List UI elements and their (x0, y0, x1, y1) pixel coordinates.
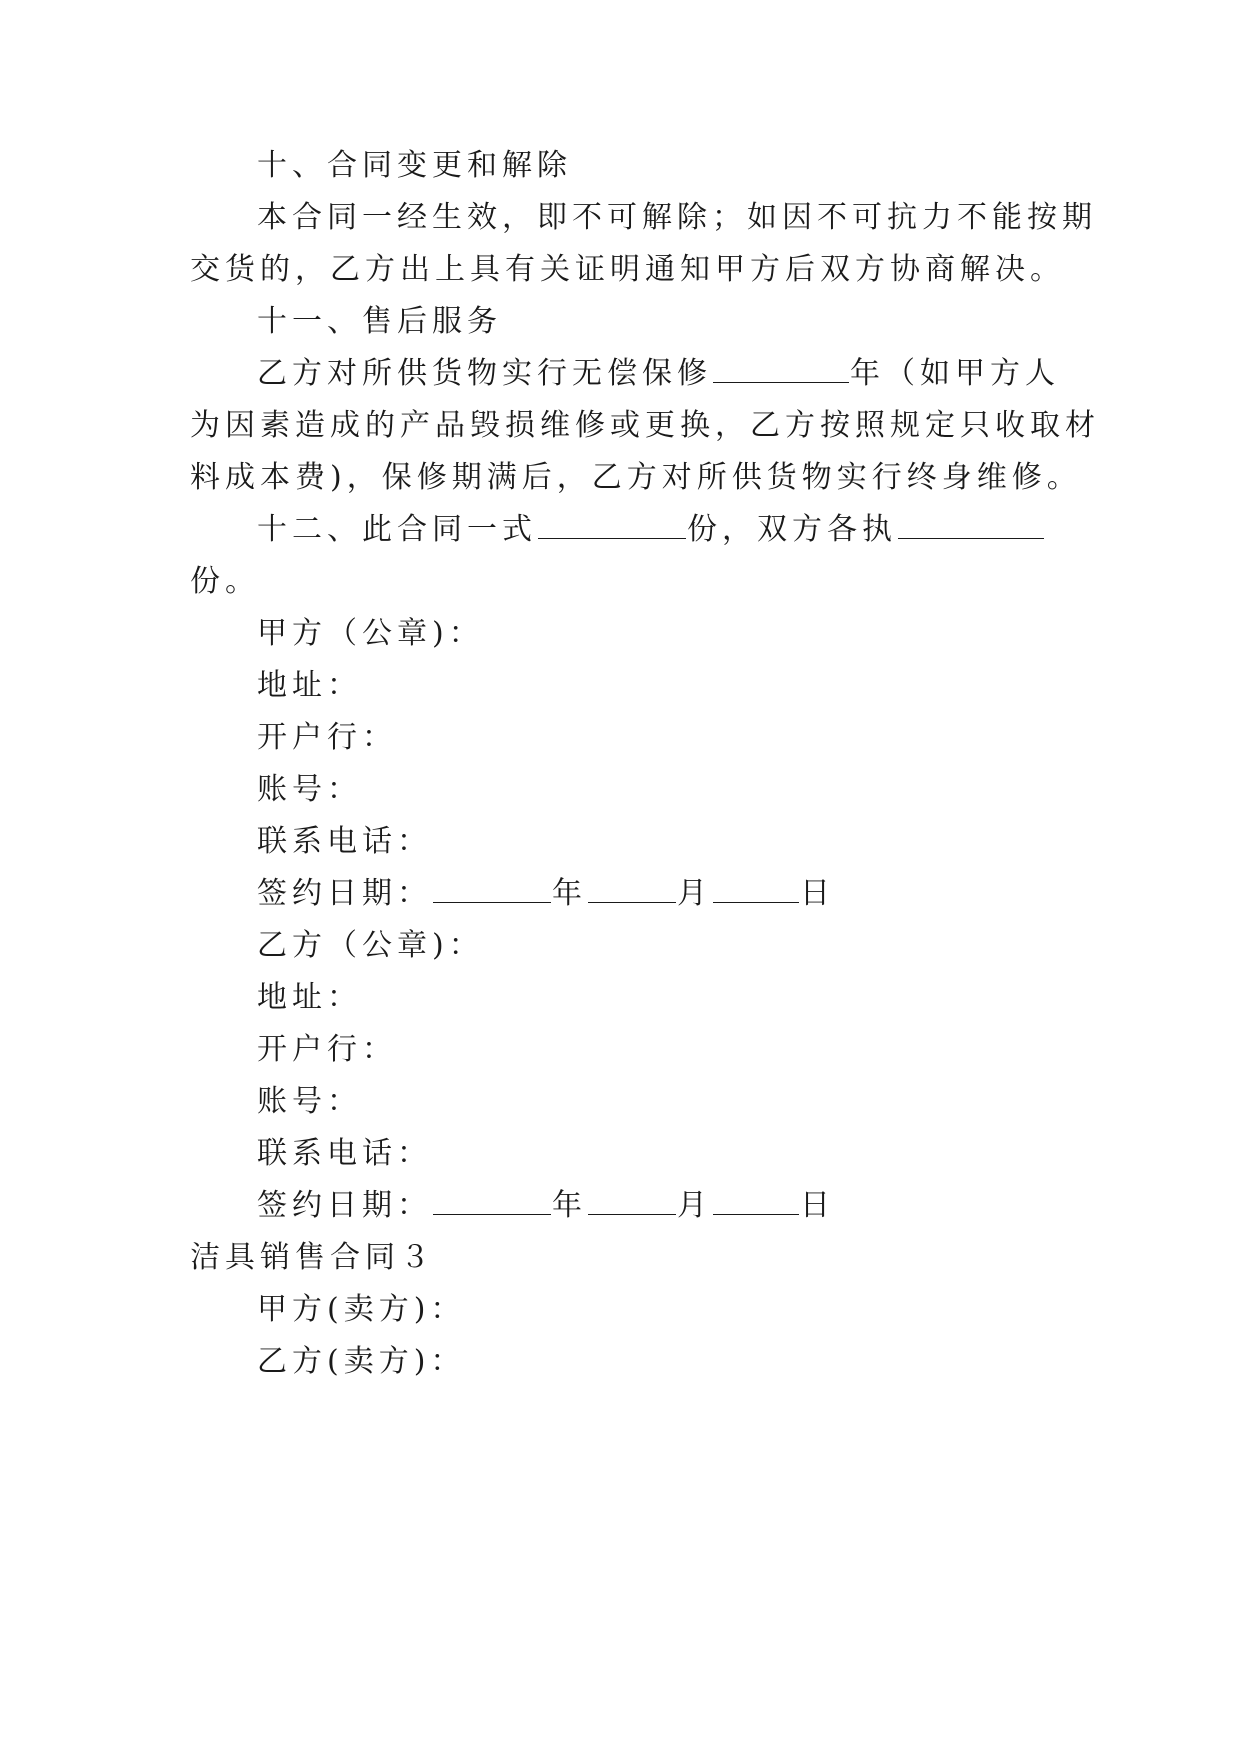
section-11-heading: 十一、售后服务 (257, 304, 502, 339)
party-a-bank: 开户行： (257, 720, 397, 755)
party-b-account: 账号： (257, 1084, 362, 1119)
party-a-month-blank[interactable] (588, 876, 676, 903)
section-10-heading: 十、合同变更和解除 (257, 148, 572, 183)
party-b-phone: 联系电话： (257, 1136, 432, 1171)
party-b-date-label: 签约日期： (257, 1188, 432, 1223)
party-b-year-blank[interactable] (433, 1188, 551, 1215)
party-a-sign-date (257, 874, 1050, 914)
section-10-paragraph-line-1: 本合同一经生效，即不可解除；如因不可抗力不能按期 (257, 200, 1097, 235)
copies-total-blank[interactable] (538, 512, 686, 539)
party-b-year-label: 年 (552, 1188, 587, 1223)
warranty-text-after: 年（如甲方人 (850, 356, 1060, 391)
party-b-month-blank[interactable] (588, 1188, 676, 1215)
party-a-day-label: 日 (800, 876, 835, 911)
party-b-bank: 开户行： (257, 1032, 397, 1067)
party-a-year-label: 年 (552, 876, 587, 911)
section-10-paragraph-line-2: 交货的，乙方出上具有关证明通知甲方后双方协商解决。 (190, 252, 1065, 287)
copies-each-text: 份，双方各执 (687, 512, 897, 547)
section-11-paragraph-line-3: 料成本费)，保修期满后，乙方对所供货物实行终身维修。 (190, 460, 1082, 495)
copies-each-blank[interactable] (898, 512, 1044, 539)
party-a-year-blank[interactable] (433, 876, 551, 903)
warranty-text: 乙方对所供货物实行无偿保修 (257, 356, 712, 391)
warranty-years-blank[interactable] (713, 356, 849, 383)
copies-text: 十二、此合同一式 (257, 512, 537, 547)
party-a-date-label: 签约日期： (257, 876, 432, 911)
party-b-month-label: 月 (677, 1188, 712, 1223)
section-12-line-1 (257, 510, 1050, 550)
party-a-phone: 联系电话： (257, 824, 432, 859)
contract-3-title: 洁具销售合同３ (190, 1240, 435, 1275)
party-a-address: 地址： (257, 668, 362, 703)
party-b-address: 地址： (257, 980, 362, 1015)
party-b-day-blank[interactable] (713, 1188, 799, 1215)
party-a-day-blank[interactable] (713, 876, 799, 903)
section-11-paragraph-line-1 (257, 354, 1060, 394)
party-b-day-label: 日 (800, 1188, 835, 1223)
contract-3-seller: 甲方(卖方)： (257, 1292, 466, 1327)
section-11-paragraph-line-2: 为因素造成的产品毁损维修或更换，乙方按照规定只收取材 (190, 408, 1100, 443)
party-b-seal: 乙方（公章)： (257, 928, 484, 963)
party-b-sign-date (257, 1186, 1050, 1226)
party-a-account: 账号： (257, 772, 362, 807)
party-a-seal: 甲方（公章)： (257, 616, 484, 651)
contract-3-buyer: 乙方(卖方)： (257, 1344, 466, 1379)
party-a-month-label: 月 (677, 876, 712, 911)
section-12-line-2: 份。 (190, 564, 260, 599)
